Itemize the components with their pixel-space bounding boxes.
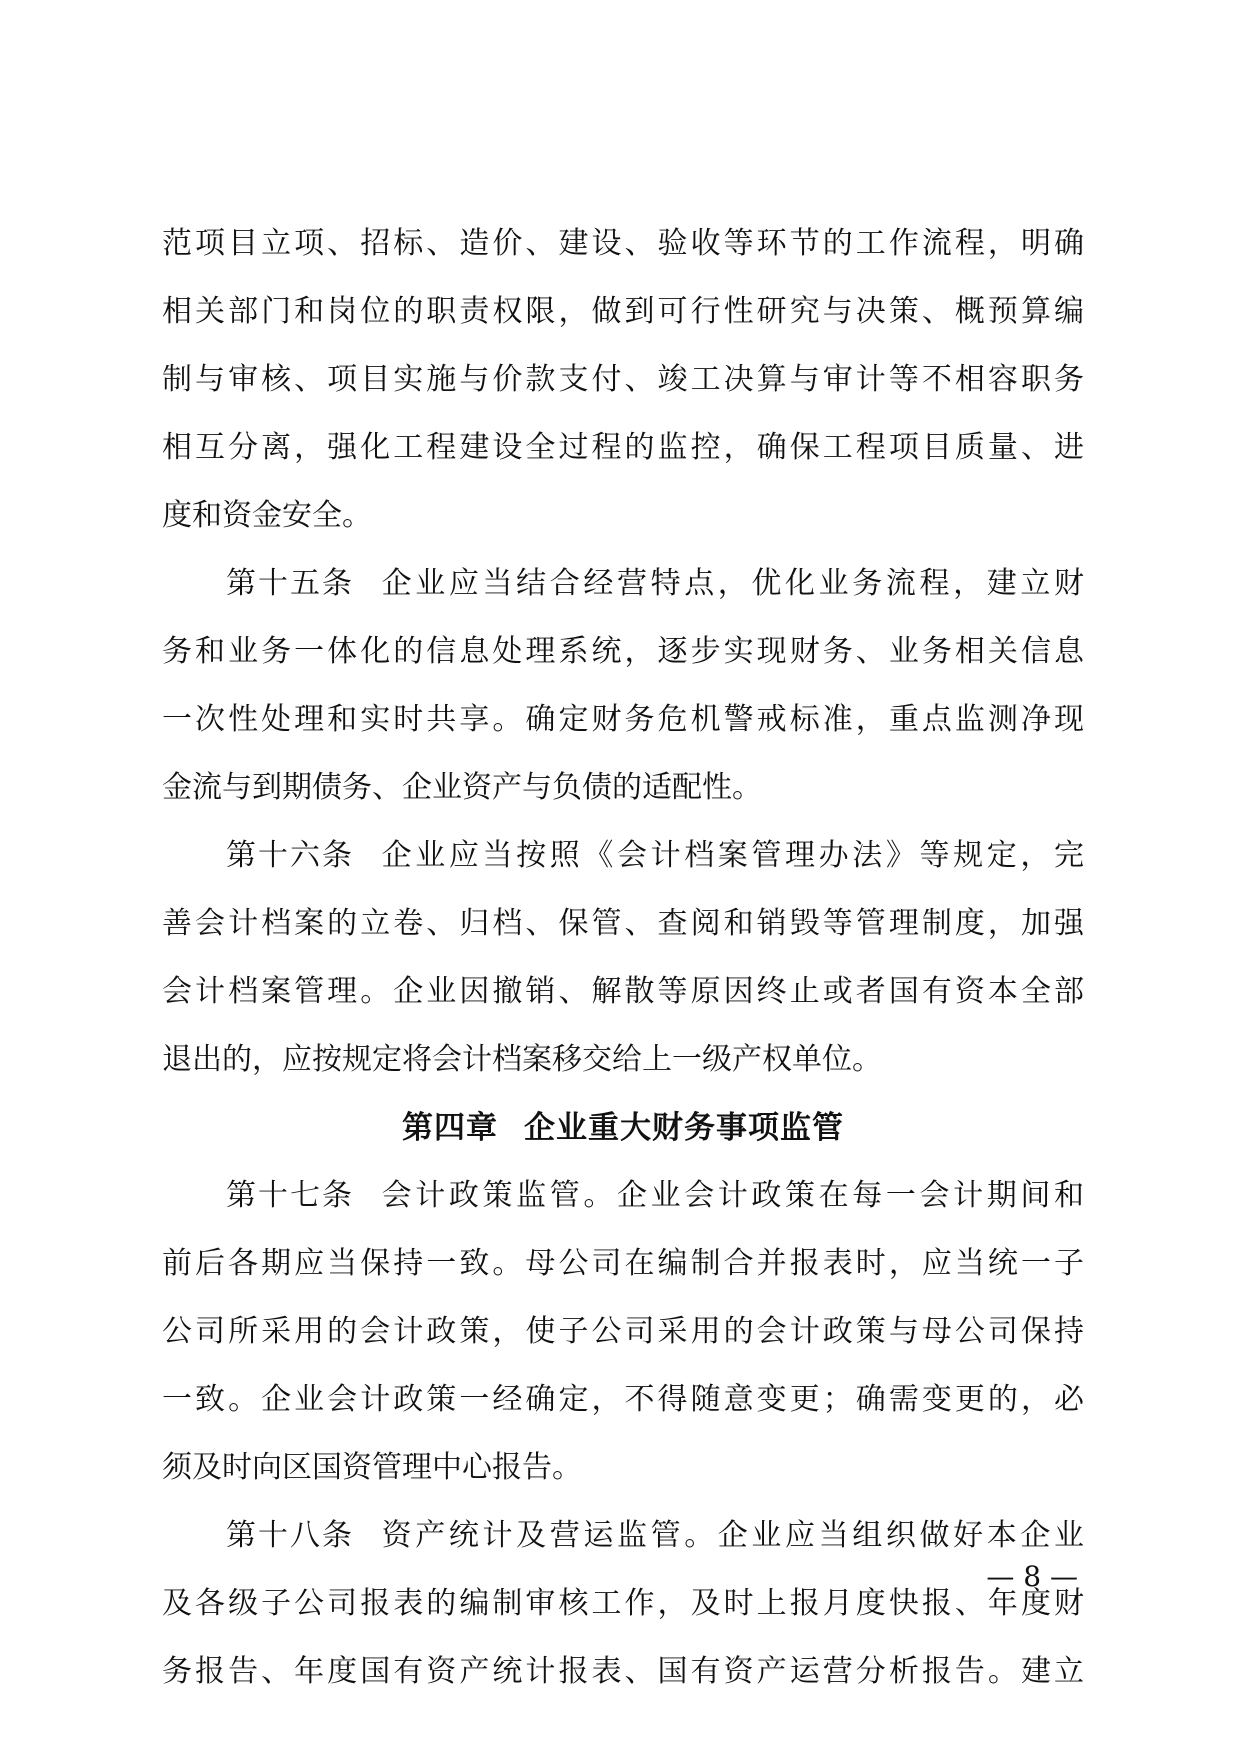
page-number: — 8 — [986, 1560, 1078, 1593]
body-line: 金流与到期债务、企业资产与负债的适配性。 [162, 770, 762, 805]
article-16-label: 第十六条 [226, 838, 354, 873]
body-line: 及各级子公司报表的编制审核工作，及时上报月度快报、年度财 [162, 1586, 1084, 1621]
body-line: 一次性处理和实时共享。确定财务危机警戒标准，重点监测净现 [162, 702, 1084, 737]
body-line: 相关部门和岗位的职责权限，做到可行性研究与决策、概预算编 [162, 294, 1084, 329]
body-line: 会计档案管理。企业因撤销、解散等原因终止或者国有资本全部 [162, 974, 1084, 1009]
article-15-label: 第十五条 [226, 566, 354, 601]
chapter-number: 第四章 [402, 1110, 498, 1146]
body-line: 退出的，应按规定将会计档案移交给上一级产权单位。 [162, 1042, 882, 1077]
body-line: 善会计档案的立卷、归档、保管、查阅和销毁等管理制度，加强 [162, 906, 1084, 941]
body-line: 须及时向区国资管理中心报告。 [162, 1450, 582, 1485]
body-line: 范项目立项、招标、造价、建设、验收等环节的工作流程，明确 [162, 226, 1084, 261]
body-line: 一致。企业会计政策一经确定，不得随意变更；确需变更的，必 [162, 1382, 1084, 1417]
body-line: 相互分离，强化工程建设全过程的监控，确保工程项目质量、进 [162, 430, 1084, 465]
document-body [162, 226, 1084, 1722]
body-line: 公司所采用的会计政策，使子公司采用的会计政策与母公司保持 [162, 1314, 1084, 1349]
article-15-first-line [162, 566, 1084, 634]
article-17-first-text: 会计政策监管。企业会计政策在每一会计期间和 [378, 1178, 1084, 1213]
chapter-title: 企业重大财务事项监管 [524, 1110, 844, 1146]
body-line: 度和资金安全。 [162, 498, 372, 533]
body-line: 制与审核、项目实施与价款支付、竣工决算与审计等不相容职务 [162, 362, 1084, 397]
article-18-first-line [162, 1518, 1084, 1586]
article-16-first-text: 企业应当按照《会计档案管理办法》等规定，完 [378, 838, 1084, 873]
article-18-label: 第十八条 [226, 1518, 354, 1553]
body-line: 务报告、年度国有资产统计报表、国有资产运营分析报告。建立 [162, 1654, 1084, 1689]
article-16-first-line [162, 838, 1084, 906]
article-15-first-text: 企业应当结合经营特点，优化业务流程，建立财 [378, 566, 1084, 601]
article-17-label: 第十七条 [226, 1178, 354, 1213]
body-line: 前后各期应当保持一致。母公司在编制合并报表时，应当统一子 [162, 1246, 1084, 1281]
article-17-first-line [162, 1178, 1084, 1246]
article-18-first-text: 资产统计及营运监管。企业应当组织做好本企业 [378, 1518, 1084, 1553]
chapter-heading [162, 1110, 1084, 1178]
body-line: 务和业务一体化的信息处理系统，逐步实现财务、业务相关信息 [162, 634, 1084, 669]
